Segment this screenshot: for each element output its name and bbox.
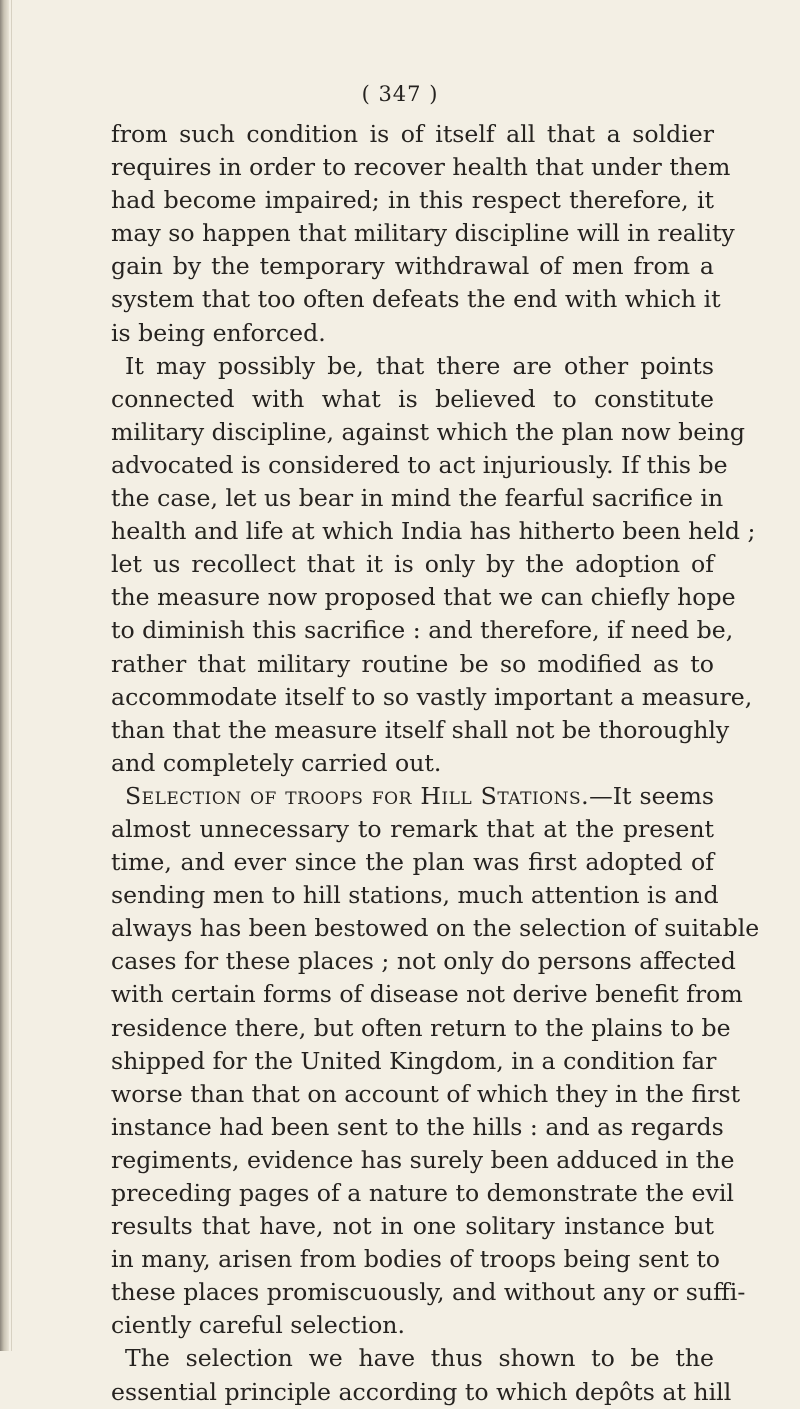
text-line: preceding pages of a nature to demonstrate the evil <box>111 1179 734 1207</box>
text-line: accommodate itself to so vastly important a measure, <box>111 682 753 711</box>
text-line: regiments, evidence has surely been adduced in the <box>111 1145 735 1174</box>
section-heading-line <box>111 780 714 813</box>
text-line: ciently careful selection. <box>111 1311 405 1340</box>
text-line: worse than that on account of which they in the first <box>111 1079 741 1108</box>
text-line: It may possibly be, that there are other points <box>125 351 714 380</box>
text-line: time, and ever since the plan was first adopted of <box>111 848 714 877</box>
text-line: health and life at which India has hitherto been held ; <box>111 517 756 546</box>
text-line: and completely carried out. <box>111 748 442 777</box>
text-line: is being enforced. <box>111 318 326 347</box>
body-text <box>111 118 760 1409</box>
text-line: advocated is considered to act injuriously. If this be <box>111 450 728 479</box>
text-line: military discipline, against which the plan now being <box>111 417 746 446</box>
text-line: in many, arisen from bodies of troops being sent to <box>111 1245 721 1274</box>
text-line: sending men to hill stations, much attention is and <box>111 881 719 910</box>
text-line: with certain forms of disease not derive benefit from <box>111 980 743 1009</box>
text-line: almost unnecessary to remark that at the present <box>111 814 714 843</box>
text-line: requires in order to recover health that under them <box>111 153 731 182</box>
page-number: ( 347 ) <box>361 82 439 106</box>
text-line: residence there, but often return to the plains to be <box>111 1013 731 1042</box>
text-line: than that the measure itself shall not be thoroughly <box>111 715 730 744</box>
text-line: connected with what is believed to constitute <box>111 384 714 413</box>
text-line: essential principle according to which depôts at hill <box>111 1377 732 1406</box>
text-line: shipped for the United Kingdom, in a condition far <box>111 1046 717 1075</box>
text-line: rather that military routine be so modified as to <box>111 649 714 678</box>
text-line: system that too often defeats the end with which it <box>111 285 721 314</box>
text-line: the case, let us bear in mind the fearful sacrifice in <box>111 484 724 513</box>
text-line: The selection we have thus shown to be the <box>125 1344 714 1373</box>
text-line: results that have, not in one solitary instance but <box>111 1212 714 1241</box>
text-line: had become impaired; in this respect therefore, it <box>111 186 714 215</box>
text-line: always has been bestowed on the selection of suitable <box>111 914 760 943</box>
text-line: cases for these places ; not only do persons affected <box>111 947 736 976</box>
text-line: to diminish this sacrifice : and therefore, if need be, <box>111 616 734 645</box>
text-line: these places promiscuously, and without any or suffi- <box>111 1278 746 1307</box>
text-line: the measure now proposed that we can chiefly hope <box>111 583 736 612</box>
text-line: gain by the temporary withdrawal of men from a <box>111 252 714 281</box>
text-line: from such condition is of itself all that a soldier <box>111 120 714 148</box>
section-heading: Selection of troops for Hill Stations. <box>125 781 590 810</box>
text-line: let us recollect that it is only by the adoption of <box>111 550 714 579</box>
text-line: may so happen that military discipline will in reality <box>111 219 735 248</box>
section-heading-continuation: —It seems <box>589 781 714 810</box>
text-line: instance had been sent to the hills : and as regards <box>111 1112 724 1141</box>
